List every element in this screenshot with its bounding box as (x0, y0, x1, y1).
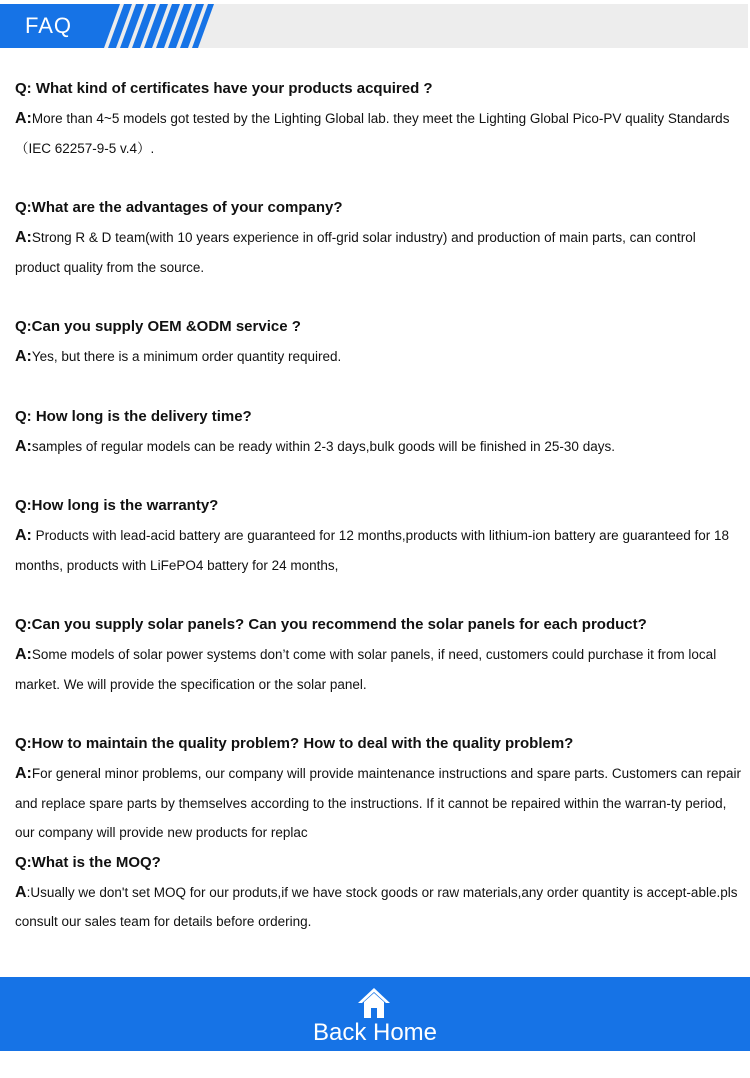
faq-item (15, 312, 743, 372)
faq-item (15, 74, 743, 163)
answer-prefix: A: (15, 765, 32, 782)
faq-question: Q:Can you supply OEM &ODM service ? (15, 318, 301, 335)
faq-question: Q: How long is the delivery time? (15, 407, 252, 425)
faq-question: Q: What kind of certificates have your products acquired ? (15, 80, 433, 97)
faq-item (15, 848, 743, 937)
faq-item (15, 402, 743, 462)
home-icon (357, 987, 391, 1019)
answer-prefix: A (15, 883, 27, 901)
answer-prefix: A: (15, 646, 32, 663)
faq-item (15, 491, 743, 580)
faq-answer (15, 521, 743, 580)
page-title: FAQ (25, 13, 73, 38)
answer-prefix: A: (15, 348, 32, 365)
faq-question: Q:What are the advantages of your company? (15, 199, 343, 216)
answer-text: samples of regular models can be ready within 2-3 days,bulk goods will be finished in 25-30 days. (31, 438, 615, 454)
answer-text: Products with lead-acid battery are guaranteed for 12 months,products with lithium-ion battery are guaranteed for 18 months, products with LiFePO4 battery for 24 months, (15, 528, 730, 573)
faq-answer (15, 759, 743, 848)
back-home-bar[interactable] (0, 977, 750, 1051)
answer-text: Some models of solar power systems don’t come with solar panels, if need, customers could purchase it from local market. We will provide the specification or the solar panel. (15, 647, 717, 692)
answer-prefix: A: (15, 437, 32, 455)
faq-item (15, 729, 743, 848)
faq-question: Q:How to maintain the quality problem? How to deal with the quality problem? (15, 735, 574, 752)
answer-prefix: A: (15, 110, 32, 127)
answer-prefix: A: (15, 229, 32, 246)
answer-text: For general minor problems, our company will provide maintenance instructions and spare parts. Customers can repair and replace spare parts by themselves according to the instructions. If it cannot be repaired within the warran-ty period, our company will provide new products for replac (15, 766, 741, 840)
faq-item (15, 610, 743, 699)
back-home-button[interactable]: Back Home (312, 1019, 438, 1046)
faq-answer (15, 432, 743, 462)
answer-text: More than 4~5 models got tested by the Lighting Global lab. they meet the Lighting Global Pico-PV quality Standards（IEC 62257-9-5 v.4）. (15, 111, 730, 156)
faq-list (15, 74, 743, 937)
faq-answer (15, 878, 743, 937)
faq-answer (15, 342, 743, 372)
faq-item (15, 193, 743, 282)
answer-text: Yes, but there is a minimum order quantity required. (31, 349, 342, 364)
faq-question: Q:Can you supply solar panels? Can you recommend the solar panels for each product? (15, 616, 647, 633)
faq-header (0, 0, 750, 48)
faq-question: Q:How long is the warranty? (15, 497, 219, 514)
faq-question: Q:What is the MOQ? (15, 853, 161, 871)
faq-answer (15, 104, 743, 163)
answer-prefix: A: (15, 527, 32, 544)
answer-text: :Usually we don't set MOQ for our produts,if we have stock goods or raw materials,any order quantity is accept-able.pls consult our sales team for details before ordering. (15, 884, 738, 929)
faq-answer (15, 640, 743, 699)
answer-text: Strong R & D team(with 10 years experience in off-grid solar industry) and production of main parts, can control product quality from the source. (15, 230, 696, 275)
faq-answer (15, 223, 743, 282)
